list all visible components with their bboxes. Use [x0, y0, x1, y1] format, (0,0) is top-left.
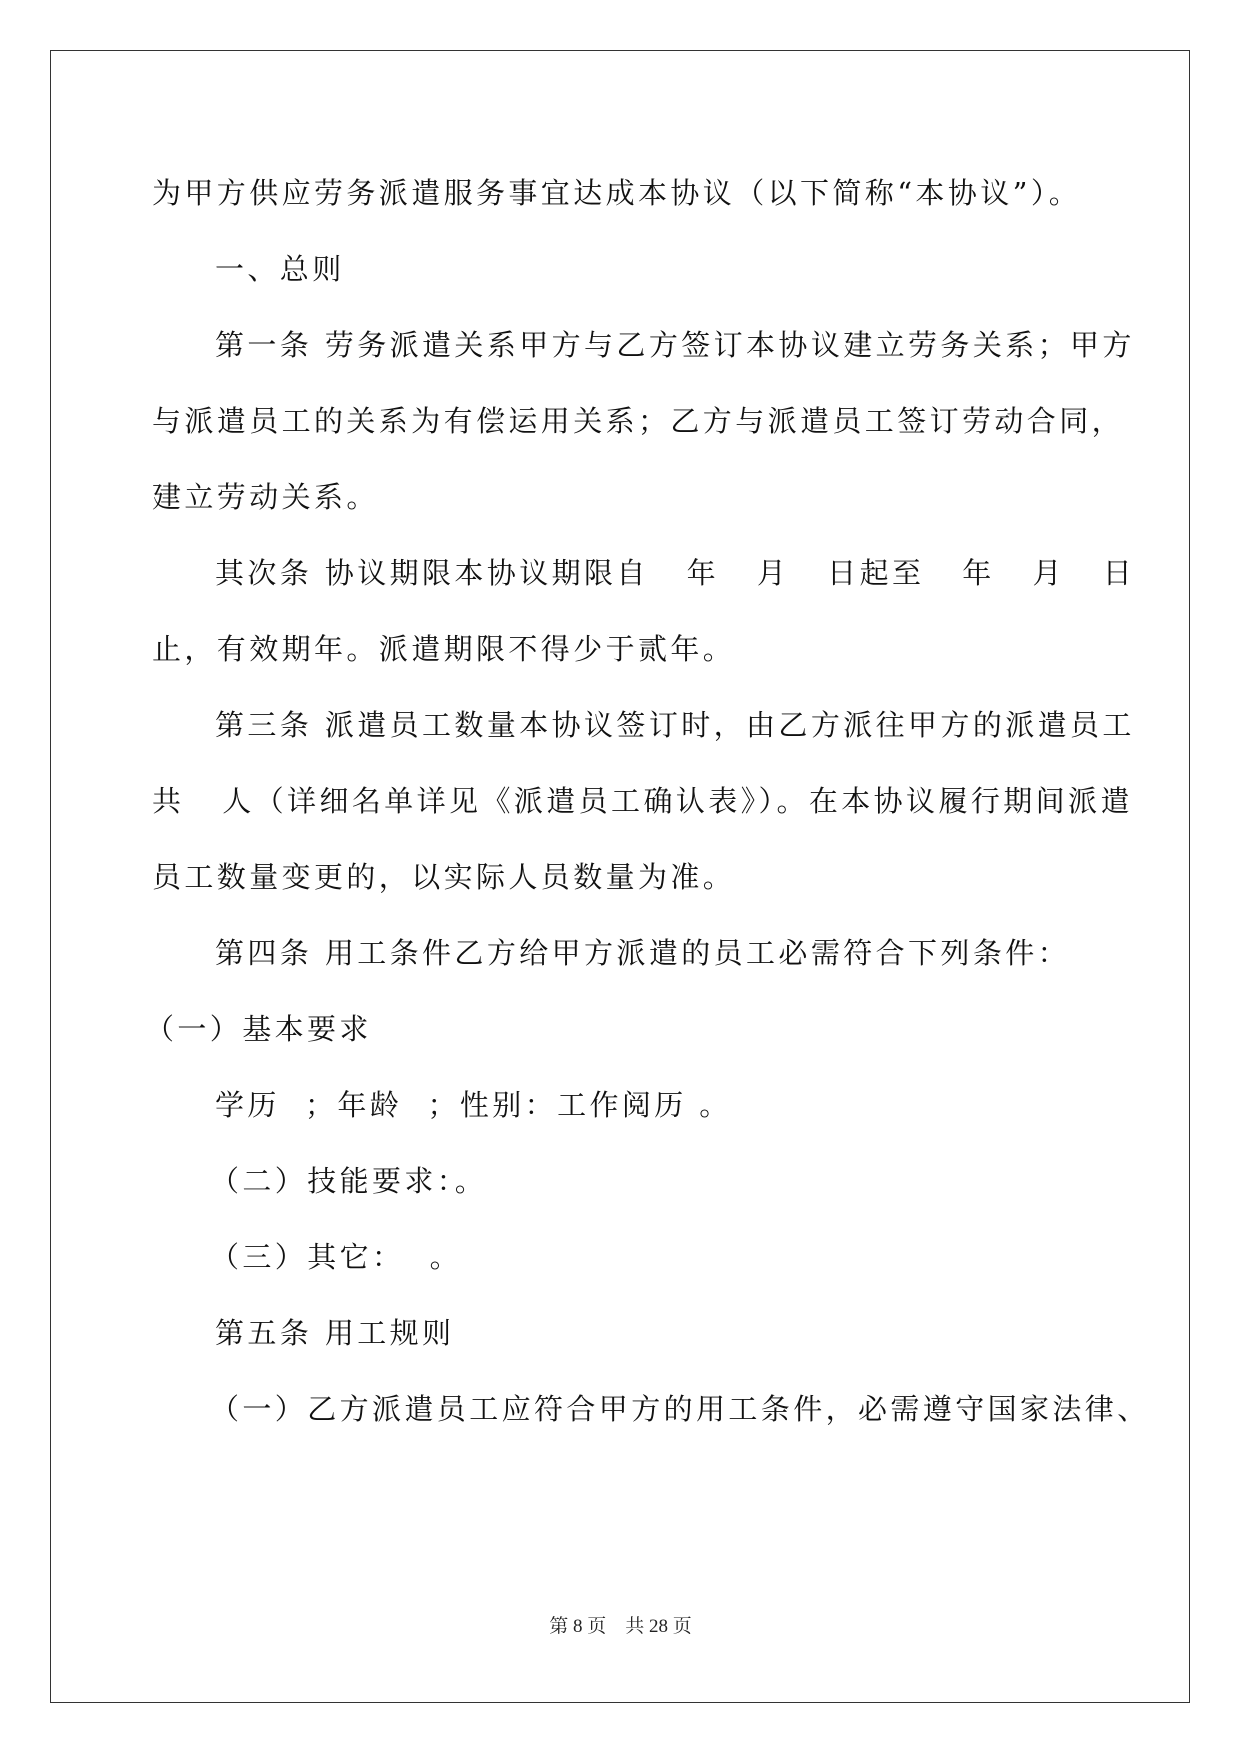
text-line-6: 其次条 协议期限本协议期限自 年 月 日起至 年 月 日: [215, 556, 1136, 590]
text-line-16: 第五条 用工规则: [215, 1316, 455, 1350]
text-line-5: 建立劳动关系。: [152, 480, 379, 514]
text-line-10: 员工数量变更的，以实际人员数量为准。: [152, 860, 736, 894]
text-line-13: 学历 ；年龄 ；性别：工作阅历 。: [215, 1088, 732, 1122]
text-line-9: 共 人（详细名单详见《派遣员工确认表》）。在本协议履行期间派遣: [152, 784, 1133, 818]
text-line-11: 第四条 用工条件乙方给甲方派遣的员工必需符合下列条件：: [215, 936, 1071, 970]
text-line-7: 止，有效期年。派遣期限不得少于贰年。: [152, 632, 736, 666]
page-number-footer: 第 8 页 共 28 页: [549, 1616, 692, 1637]
text-line-14: （二）技能要求：。: [210, 1164, 488, 1198]
section-heading-general: 一、总则: [215, 252, 345, 286]
text-line-4: 与派遣员工的关系为有偿运用关系；乙方与派遣员工签订劳动合同，: [152, 404, 1125, 438]
text-line-17: （一）乙方派遣员工应符合甲方的用工条件，必需遵守国家法律、: [210, 1392, 1150, 1426]
text-line-12: （一）基本要求: [145, 1012, 372, 1046]
text-line-8: 第三条 派遣员工数量本协议签订时，由乙方派往甲方的派遣员工: [215, 708, 1135, 742]
text-line-1: 为甲方供应劳务派遣服务事宜达成本协议（以下简称“本协议”）。: [152, 176, 1082, 210]
text-line-3: 第一条 劳务派遣关系甲方与乙方签订本协议建立劳务关系；甲方: [215, 328, 1135, 362]
text-line-15: （三）其它： 。: [210, 1240, 463, 1274]
